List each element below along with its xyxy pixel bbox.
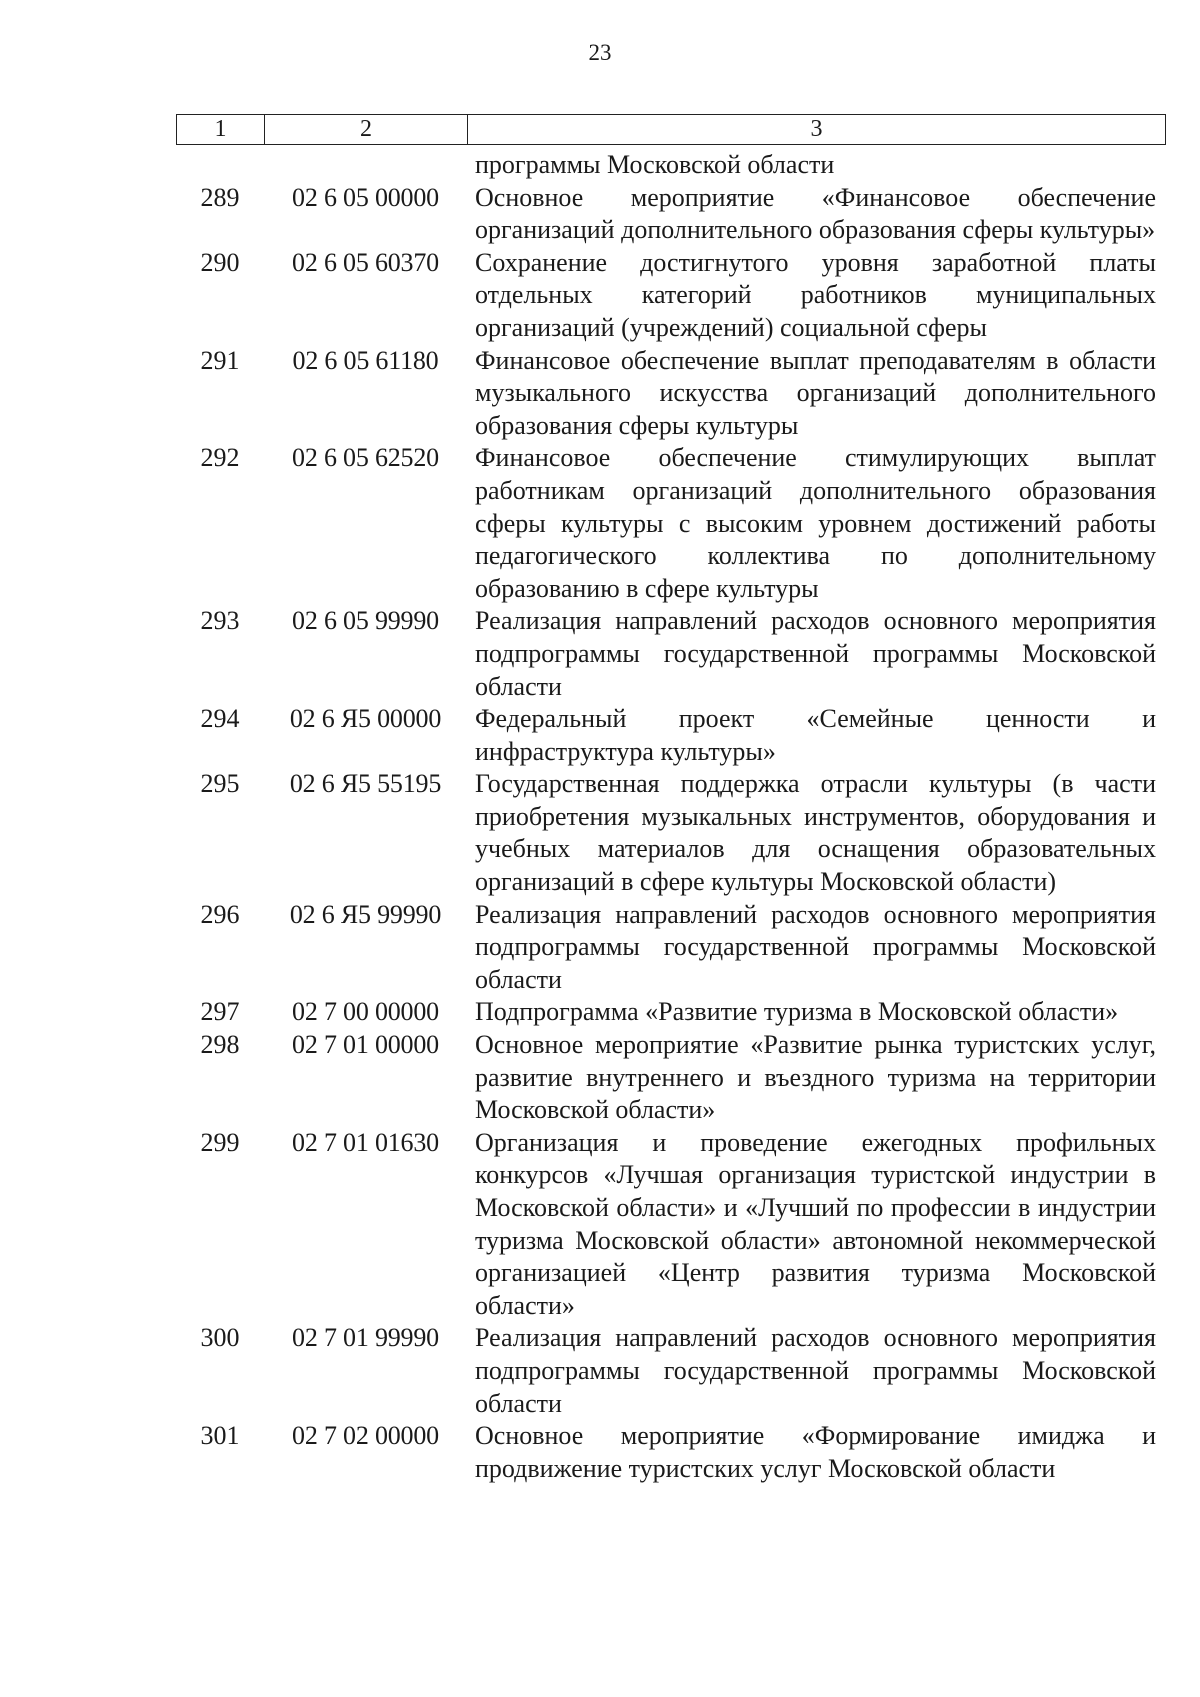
header-col-3: 3	[810, 116, 823, 142]
table-row	[176, 345, 1166, 443]
table-row	[176, 1322, 1166, 1420]
row-description: Подпрограмма «Развитие туризма в Московской области»	[475, 997, 1119, 1027]
row-code: 02 7 00 00000	[292, 997, 439, 1027]
table-row	[176, 1029, 1166, 1127]
row-description: Финансовое обеспечение стимулирующих выплат работникам организаций дополнительного образования сферы культуры с высоким уровнем достижений работы педагогического коллектива по дополнительному образованию в сфере культуры	[475, 443, 1156, 603]
row-number: 299	[200, 1127, 240, 1157]
table-row	[176, 247, 1166, 345]
header-col-2: 2	[265, 115, 468, 144]
row-description: Государственная поддержка отрасли культуры (в части приобретения музыкальных инструментов, оборудования и учебных материалов для оснащения образовательных организаций в сфере культуры Московской области)	[475, 769, 1156, 897]
row-description: программы Московской области	[475, 150, 835, 179]
table-row	[176, 996, 1166, 1029]
table-row	[176, 899, 1166, 997]
row-description: Реализация направлений расходов основного мероприятия подпрограммы государственной программы Московской области	[475, 606, 1156, 701]
row-number: 293	[200, 606, 240, 636]
row-description: Основное мероприятие «Финансовое обеспечение организаций дополнительного образования сферы культуры»	[475, 182, 1156, 245]
table-row	[176, 442, 1166, 605]
row-number: 290	[200, 247, 240, 277]
table-row-continuation	[176, 149, 1166, 182]
header-col-1: 1	[177, 115, 265, 144]
table-row	[176, 703, 1166, 768]
row-number: 297	[200, 997, 240, 1027]
table-row	[176, 1127, 1166, 1323]
row-number: 298	[200, 1030, 240, 1060]
row-description: Основное мероприятие «Формирование имиджа и продвижение туристских услуг Московской области	[475, 1421, 1156, 1483]
row-number	[176, 149, 264, 182]
row-code: 02 7 01 00000	[292, 1030, 439, 1060]
row-number: 292	[200, 443, 240, 473]
row-description: Финансовое обеспечение выплат преподавателям в области музыкального искусства организаций дополнительного образования сферы культуры	[475, 345, 1156, 440]
row-description: Федеральный проект «Семейные ценности и инфраструктура культуры»	[475, 704, 1156, 766]
row-code: 02 6 Я5 00000	[289, 704, 442, 734]
row-code: 02 6 05 60370	[292, 247, 439, 277]
row-number: 289	[200, 182, 240, 212]
table-body	[176, 149, 1166, 1485]
row-number: 295	[200, 769, 240, 799]
row-description: Сохранение достигнутого уровня заработной платы отдельных категорий работников муниципальных организаций (учреждений) социальной сферы	[475, 247, 1156, 342]
row-description: Реализация направлений расходов основного мероприятия подпрограммы государственной программы Московской области	[475, 899, 1156, 994]
row-description: Основное мероприятие «Развитие рынка туристских услуг, развитие внутреннего и въездного туризма на территории Московской области»	[475, 1030, 1156, 1125]
row-code: 02 6 Я5 99990	[289, 899, 442, 929]
row-code: 02 6 05 62520	[292, 443, 439, 473]
table-row	[176, 1420, 1166, 1485]
row-code: 02 6 05 00000	[292, 182, 439, 212]
row-code: 02 7 02 00000	[292, 1421, 439, 1451]
row-code: 02 6 05 61180	[292, 345, 439, 375]
row-code: 02 7 01 01630	[292, 1127, 439, 1157]
row-description: Реализация направлений расходов основного мероприятия подпрограммы государственной программы Московской области	[475, 1323, 1156, 1418]
table-header	[176, 114, 1166, 145]
row-number: 294	[200, 704, 240, 734]
row-code: 02 7 01 99990	[292, 1323, 439, 1353]
page-number: 23	[588, 40, 612, 65]
table-row	[176, 605, 1166, 703]
row-number: 291	[200, 345, 240, 375]
table-row	[176, 768, 1166, 898]
table-row	[176, 182, 1166, 247]
row-number: 296	[200, 899, 240, 929]
row-code: 02 6 Я5 55195	[289, 769, 442, 799]
row-code: 02 6 05 99990	[292, 606, 439, 636]
row-description: Организация и проведение ежегодных профильных конкурсов «Лучшая организация туристской индустрии в Московской области» и «Лучший по профессии в индустрии туризма Московской области» автономной некоммерческой организацией «Центр развития туризма Московской области»	[475, 1127, 1156, 1320]
row-number: 300	[200, 1323, 240, 1353]
row-code	[264, 149, 467, 182]
row-number: 301	[200, 1421, 240, 1451]
